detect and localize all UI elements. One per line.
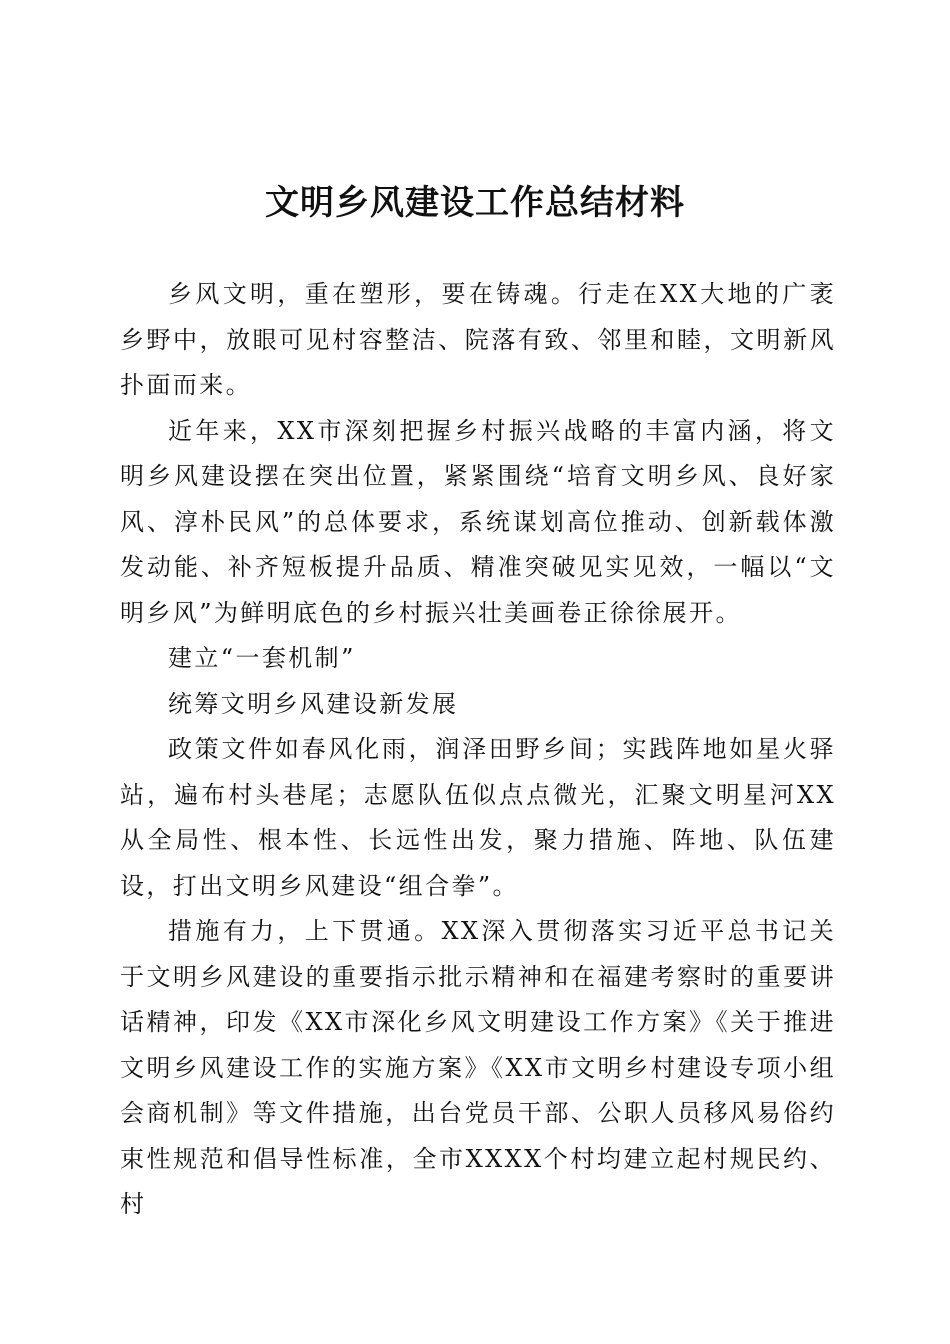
paragraph-policy: 政策文件如春风化雨，润泽田野乡间；实践阵地如星火驿站，遍布村头巷尾；志愿队伍似点点微光，汇聚文明星河XX从全局性、根本性、长远性出发，聚力措施、阵地、队伍建设，打出文明乡风建设“组合拳”。 [120,735,836,900]
paragraph-intro: 乡风文明，重在塑形，要在铸魂。行走在XX大地的广袤乡野中，放眼可见村容整洁、院落有致、邻里和睦，文明新风扑面而来。 [120,280,836,399]
section-subheading: 统筹文明乡风建设新发展 [168,689,459,718]
paragraph-overview: 近年来，XX市深刻把握乡村振兴战略的丰富内涵，将文明乡风建设摆在突出位置，紧紧围绕“培育文明乡风、良好家风、淳朴民风”的总体要求，系统谋划高位推动、创新载体激发动能、补齐短板提升品质、精准突破见实见效，一幅以“文明乡风”为鲜明底色的乡村振兴壮美画卷正徐徐展开。 [120,416,836,627]
document-body [120,272,836,1228]
section-heading: 建立“一套机制” [168,644,356,672]
paragraph-measures: 措施有力，上下贯通。XX深入贯彻落实习近平总书记关于文明乡风建设的重要指示批示精神和在福建考察时的重要讲话精神，印发《XX市深化乡风文明建设工作方案》《关于推进文明乡风建设工作的实施方案》《XX市文明乡村建设专项小组会商机制》等文件措施，出台党员干部、公职人员移风易俗约束性规范和倡导性标准，全市XXXX个村均建立起村规民约、村 [120,917,836,1218]
document-title: 文明乡风建设工作总结材料 [265,183,685,223]
